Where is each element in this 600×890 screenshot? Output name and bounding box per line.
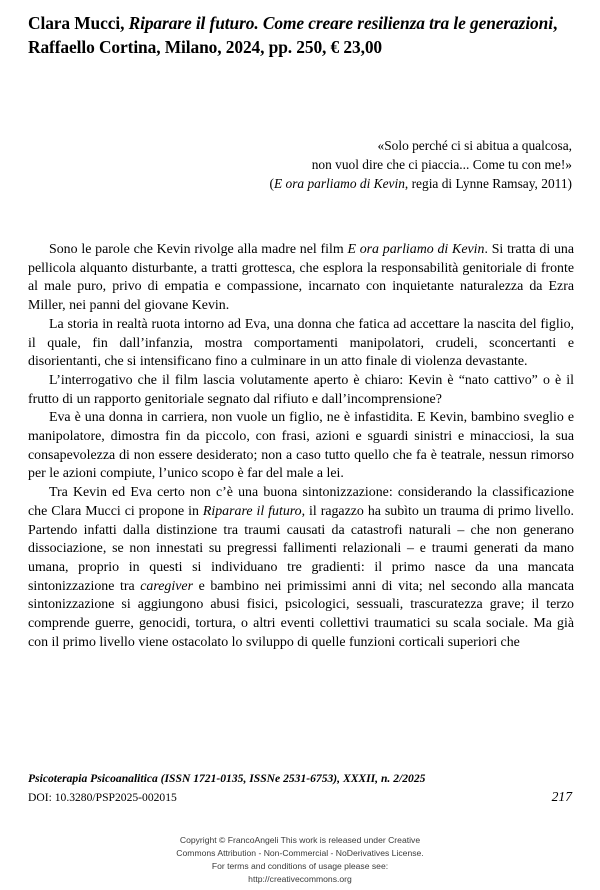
epigraph-line-1: «Solo perché ci si abitua a qualcosa, <box>377 138 572 153</box>
copyright-line-3: For terms and conditions of usage please see: <box>211 861 389 872</box>
title-author: Clara Mucci, <box>28 13 129 33</box>
paragraph-5-text-c: e bambino nei primissimi anni di vita; nel secondo alla mancata sintonizzazione si aggiungono abusi fisici, psicologici, sessuali, trascuratezza grave; il terzo comprende guerre, genocidi, tortura, o altri eventi collettivi traumatici su scala sociale. Ma già con il primo livello viene ostacolato lo sviluppo di quelle funzioni corticali superiori che <box>28 578 575 650</box>
doi: DOI: 10.3280/PSP2025-002015 <box>28 791 177 805</box>
film-title: E ora parliamo di Kevin <box>347 242 485 257</box>
epigraph <box>140 136 572 193</box>
book-title: Riparare il futuro <box>202 503 302 519</box>
epigraph-source-open: ( <box>269 176 274 192</box>
copyright-line-2: Commons Attribution - Non-Commercial - NoDerivatives License. <box>176 848 424 859</box>
epigraph-source-rest: , regia di Lynne Ramsay, 2011) <box>404 176 572 192</box>
paragraph-1 <box>28 241 574 316</box>
footer-row <box>28 787 574 807</box>
title-publication: , Raffaello Cortina, Milano, 2024, pp. 250, € 23,00 <box>28 13 558 57</box>
paragraph-2: La storia in realtà ruota intorno ad Eva, una donna che fatica ad accettare la nascita del figlio, il quale, fin dall’infanzia, mostra comportamenti manipolatori, crudeli, sconcertanti e disorientanti, che si intensificano fino a culminare in un atto finale di violenza devastante. <box>28 316 574 370</box>
epigraph-source-title: E ora parliamo di Kevin <box>273 176 405 192</box>
footer <box>28 770 574 808</box>
paragraph-1-text-b: . Si tratta di una pellicola alquanto disturbante, a tratti grottesca, che esplora la responsabilità genitoriale di fronte al male puro, privo di empatia e compassione, incarnato con inquietante naturalezza da Ezra Miller, nei panni del giovane Kevin. <box>28 242 575 314</box>
term-caregiver: caregiver <box>140 578 193 594</box>
paragraph-5-text-a: Tra Kevin ed Eva certo non c’è una buona sintonizzazione: considerando la classificazione che Clara Mucci ci propone in <box>28 485 574 519</box>
paragraph-5-text-b: , il ragazzo ha subìto un trauma di primo livello. Partendo infatti dalla distinzione tra traumi causati da catastrofi naturali – che non generano dissociazione, se non innestati su pregressi fallimenti relazionali – e traumi generati da mano umana, proprio in questi si individuano tre gradienti: il primo nasce da una mancata sintonizzazione tra <box>28 503 575 594</box>
page-number: 217 <box>551 789 572 805</box>
paragraph-5 <box>28 484 574 652</box>
paragraph-4: Eva è una donna in carriera, non vuole un figlio, ne è infastidita. E Kevin, bambino sveglio e manipolatore, dimostra fin da piccolo, con frasi, azioni e sguardi sinistri e minacciosi, la sua consapevolezza di non essere desiderato; non a caso tutto quello che fa è teatrale, nessun rimorso per le azioni compiute, l’unico scopo è far del male a lei. <box>28 410 574 482</box>
paragraph-1-text-a: Sono le parole che Kevin rivolge alla madre nel film <box>49 242 348 257</box>
copyright-line-1: Copyright © FrancoAngeli This work is released under Creative <box>179 835 421 845</box>
epigraph-source <box>140 174 572 193</box>
journal-reference: Psicoterapia Psicoanalitica (ISSN 1721-0135, ISSNe 2531-6753), XXXII, n. 2/2025 <box>28 772 426 785</box>
page-title <box>28 12 574 59</box>
title-work: Riparare il futuro. Come creare resilienza tra le generazioni <box>128 13 553 33</box>
epigraph-line-2: non vuol dire che ci piaccia... Come tu con me!» <box>311 157 572 173</box>
creative-commons-url[interactable]: http://creativecommons.org <box>248 874 352 885</box>
paragraph-3: L’interrogativo che il film lascia volutamente aperto è chiaro: Kevin è “nato cattivo” o è il frutto di un rapporto genitoriale segnato dal rifiuto e dall’incomprensione? <box>28 372 574 407</box>
copyright-notice <box>0 834 600 886</box>
body-text <box>28 241 574 652</box>
